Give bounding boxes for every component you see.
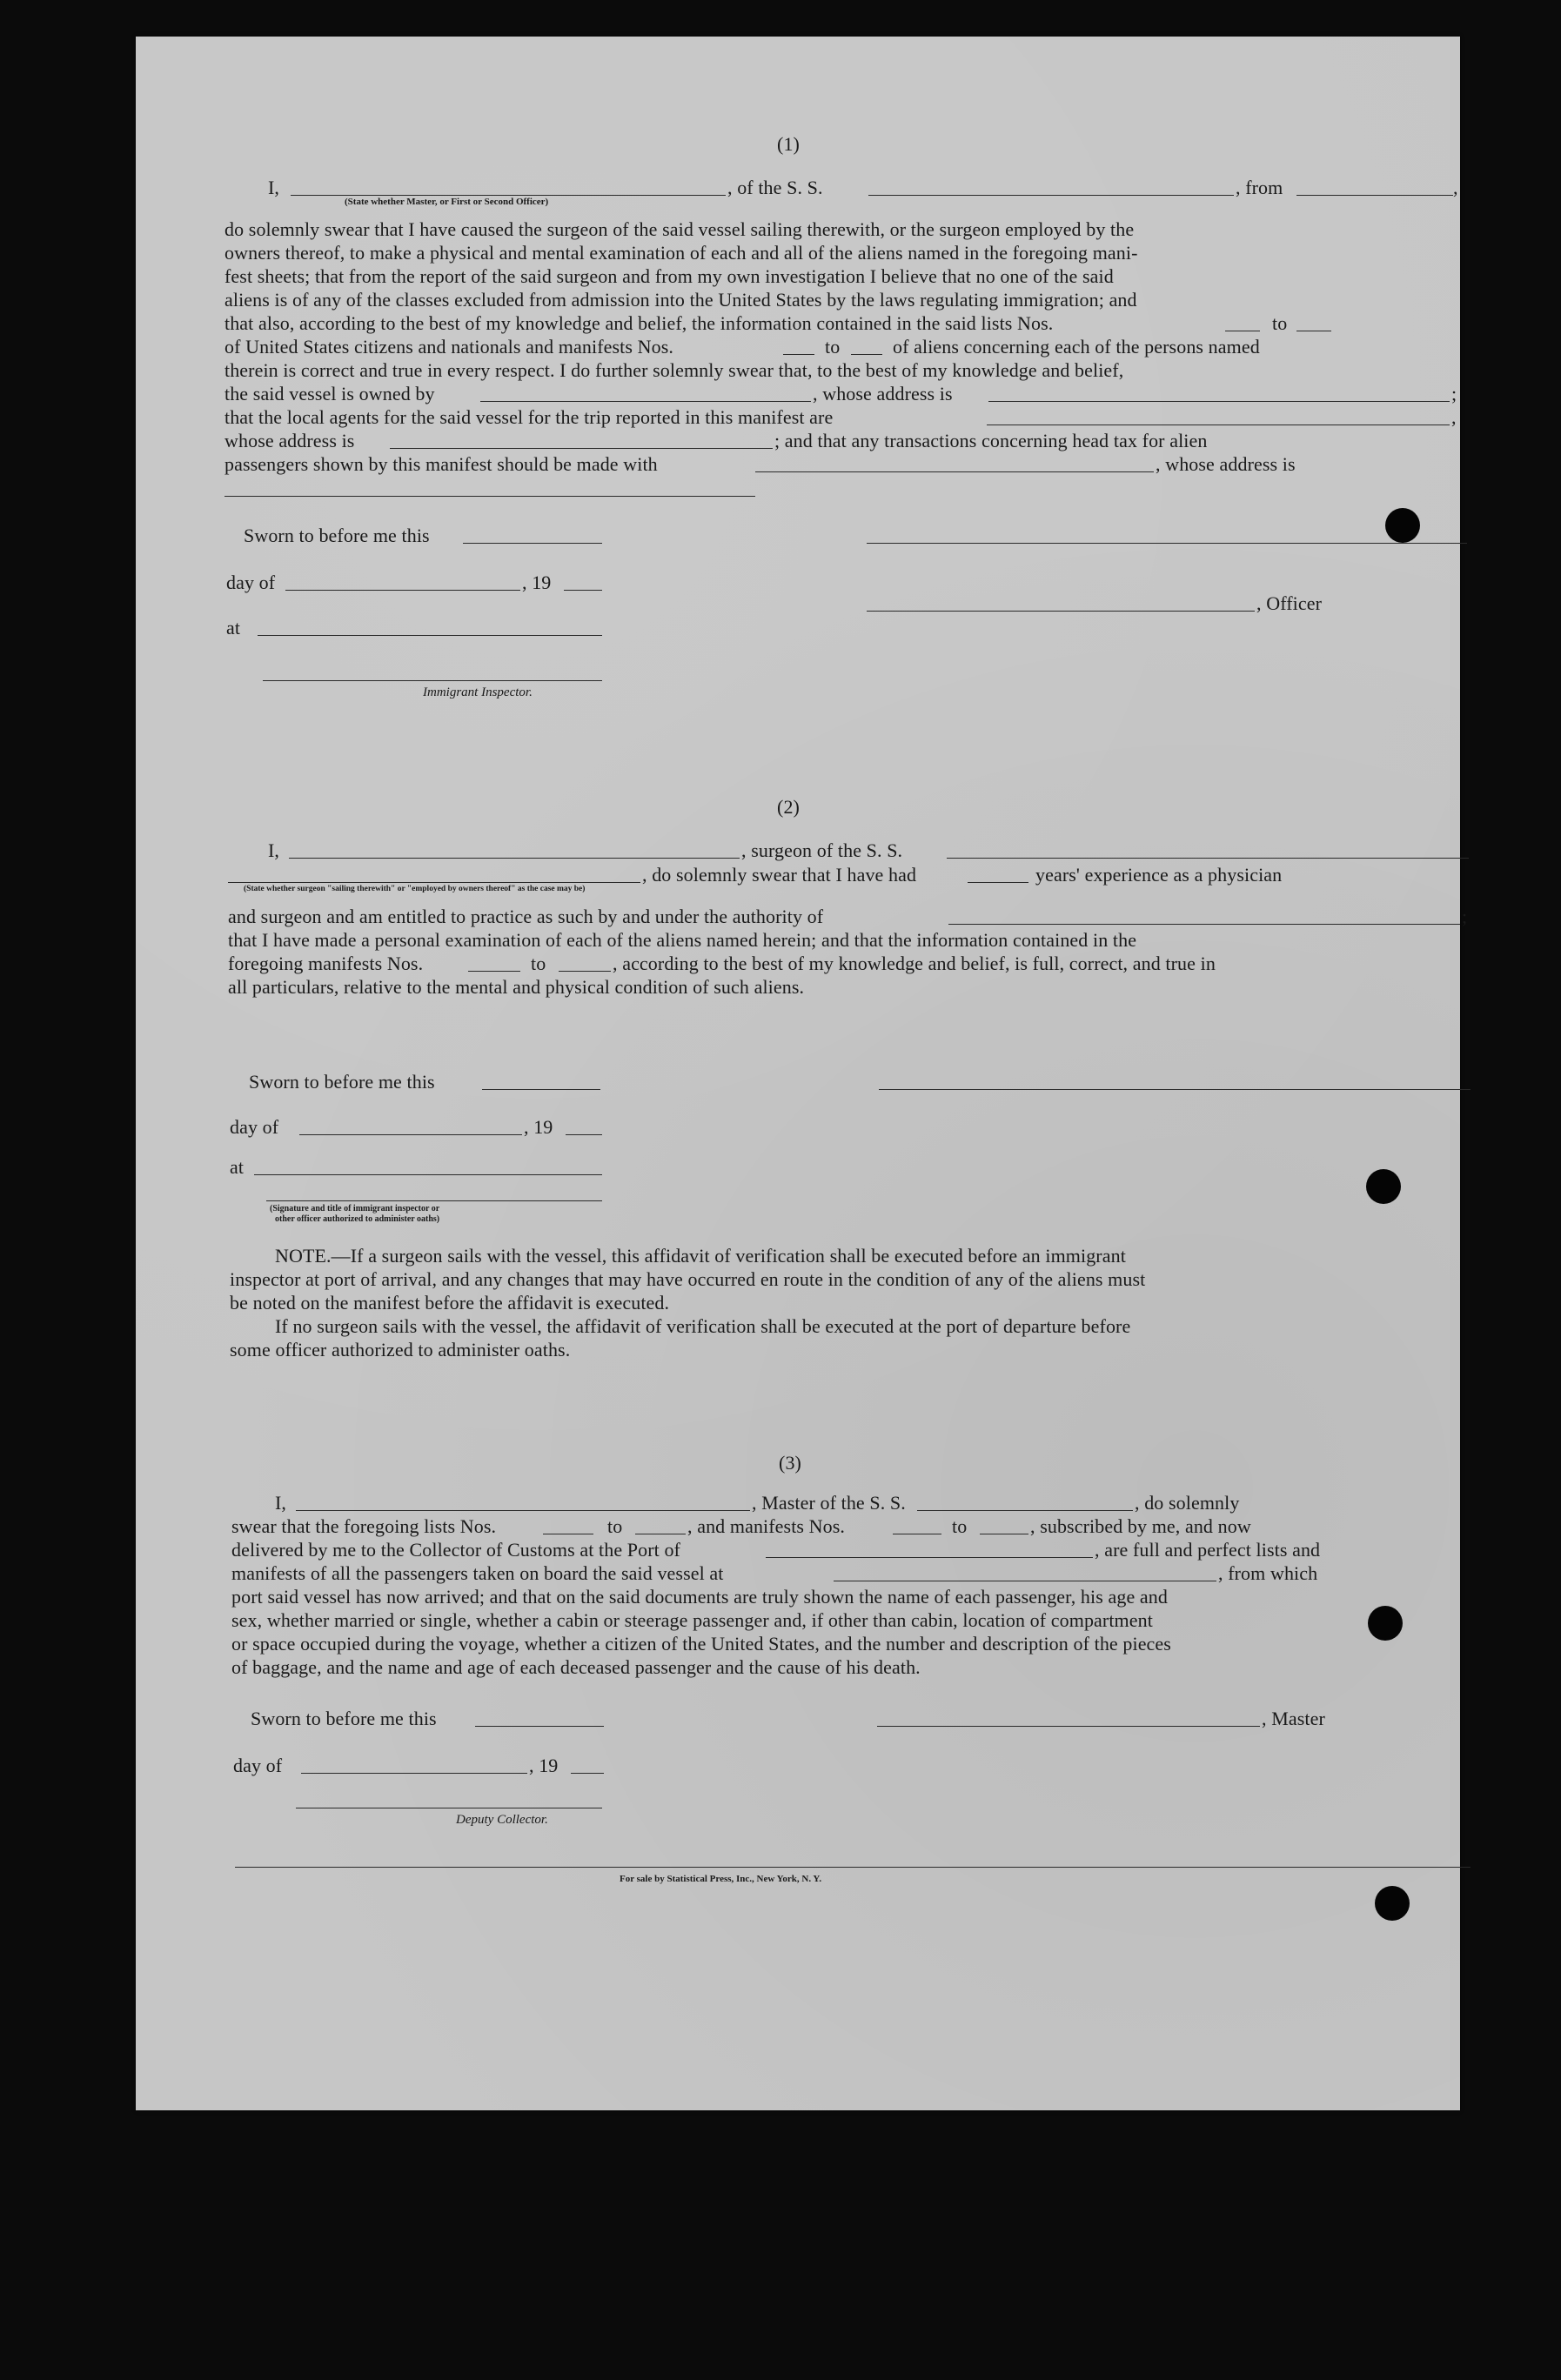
s1-agents-address-field[interactable] <box>390 448 773 449</box>
s3-master-of: , Master of the S. S. <box>752 1492 906 1514</box>
s1-nineteen: , 19 <box>522 572 552 593</box>
s2-sworn: Sworn to before me this <box>249 1071 435 1093</box>
s2-nineteen: , 19 <box>524 1116 553 1138</box>
s2-sworn-day-field[interactable] <box>482 1089 600 1090</box>
section-2-number: (2) <box>777 796 800 818</box>
s2-sig-note-2: other officer authorized to administer oaths) <box>275 1214 440 1224</box>
s1-head-tax-address-field[interactable] <box>224 496 755 497</box>
s1-month-field[interactable] <box>285 590 520 591</box>
s1-of-ss-label: , of the S. S. <box>727 177 823 198</box>
section-3-number: (3) <box>779 1452 801 1474</box>
s1-line-6b: of aliens concerning each of the persons named <box>893 336 1260 358</box>
s1-inspector-signature-field[interactable] <box>263 680 602 681</box>
s1-owner-address-field[interactable] <box>988 401 1450 402</box>
s3-sworn-day-field[interactable] <box>475 1726 604 1727</box>
s3-day-of: day of <box>233 1755 283 1776</box>
s3-ship-name-field[interactable] <box>917 1510 1133 1511</box>
s2-years-exp: years' experience as a physician <box>1035 864 1283 886</box>
s3-l5: port said vessel has now arrived; and that on the said documents are truly shown the name of each passenger, his age and <box>231 1586 1168 1608</box>
s1-whose-address-2: whose address is <box>224 430 355 451</box>
s3-do-solemnly: , do solemnly <box>1135 1492 1240 1514</box>
s1-to-1: to <box>1272 312 1288 334</box>
binder-hole <box>1368 1606 1403 1641</box>
s3-l2d: to <box>952 1515 968 1537</box>
s3-master-signature-field[interactable] <box>877 1726 1260 1727</box>
s3-l3b: , are full and perfect lists and <box>1095 1539 1321 1561</box>
s1-manifests-from-field[interactable] <box>783 354 814 355</box>
footer-rule <box>235 1867 1471 1868</box>
s1-comma: , <box>1453 177 1458 198</box>
s3-l6: sex, whether married or single, whether a cabin or steerage passenger and, if other than cabin, location of compartment <box>231 1609 1153 1631</box>
s1-officer-rank-field[interactable] <box>291 195 726 196</box>
s2-ship-name-field[interactable] <box>947 858 1469 859</box>
s3-l4a: manifests of all the passengers taken on board the said vessel at <box>231 1562 724 1584</box>
s2-note-5: some officer authorized to administer oaths. <box>230 1339 571 1360</box>
s2-surgeon-type-field[interactable] <box>228 882 640 883</box>
binder-hole <box>1366 1169 1401 1204</box>
s3-l2a: swear that the foregoing lists Nos. <box>231 1515 497 1537</box>
s2-surgeon-of: , surgeon of the S. S. <box>741 839 903 861</box>
s2-inspector-signature-field[interactable] <box>266 1200 602 1201</box>
s2-surgeon-note: (State whether surgeon "sailing therewith" or "employed by owners thereof" as the case may be) <box>244 885 586 893</box>
s3-l3a: delivered by me to the Collector of Customs at the Port of <box>231 1539 680 1561</box>
s2-line-4a: foregoing manifests Nos. <box>228 953 424 974</box>
s2-note-label: NOTE. <box>275 1245 332 1267</box>
s2-month-field[interactable] <box>299 1134 522 1135</box>
s2-note-1-text: —If a surgeon sails with the vessel, this affidavit of verification shall be executed before an immigrant <box>331 1245 1126 1267</box>
s3-l2b: to <box>607 1515 623 1537</box>
s3-month-field[interactable] <box>301 1773 527 1774</box>
s2-swear-had: , do solemnly swear that I have had <box>642 864 917 886</box>
s1-line-4: aliens is of any of the classes excluded from admission into the United States by the laws regulating immigration; and <box>224 289 1137 311</box>
s1-whose-address-1: , whose address is <box>813 383 953 404</box>
footer-text: For sale by Statistical Press, Inc., New York, N. Y. <box>620 1874 822 1884</box>
s2-line-5: all particulars, relative to the mental and physical condition of such aliens. <box>228 976 805 998</box>
s1-line-1: do solemnly swear that I have caused the surgeon of the said vessel sailing therewith, or the surgeon employed by the <box>224 218 1135 240</box>
s1-from-field[interactable] <box>1296 195 1453 196</box>
s2-manifest-to-field[interactable] <box>559 971 611 972</box>
s1-to-2: to <box>825 336 841 358</box>
s1-local-agents: that the local agents for the said vessel for the trip reported in this manifest are <box>224 406 834 428</box>
s2-note-4: If no surgeon sails with the vessel, the affidavit of verification shall be executed at the port of departure before <box>275 1315 1131 1337</box>
s1-master-note: (State whether Master, or First or Second Officer) <box>345 197 549 207</box>
s1-head-tax: ; and that any transactions concerning head tax for alien <box>774 430 1208 451</box>
s1-owned-by: the said vessel is owned by <box>224 383 435 404</box>
s1-line-5: that also, according to the best of my knowledge and belief, the information contained in the said lists Nos. <box>224 312 1054 334</box>
s2-at: at <box>230 1156 245 1178</box>
s3-master-label: , Master <box>1262 1708 1325 1729</box>
s2-semicolon: ; <box>1462 906 1468 927</box>
s1-owner-field[interactable] <box>480 401 811 402</box>
s2-day-of: day of <box>230 1116 279 1138</box>
s2-line-3: that I have made a personal examination of each of the aliens named herein; and that the information contained in the <box>228 929 1137 951</box>
s3-deputy-label: Deputy Collector. <box>456 1813 548 1827</box>
s1-sworn: Sworn to before me this <box>244 525 430 546</box>
s3-l2e: , subscribed by me, and now <box>1030 1515 1251 1537</box>
s1-inspector-label: Immigrant Inspector. <box>423 685 533 699</box>
section-1-number: (1) <box>777 133 800 155</box>
s2-place-field[interactable] <box>254 1174 602 1175</box>
s1-semicolon-1: ; <box>1451 383 1457 404</box>
s1-year-field[interactable] <box>564 590 602 591</box>
s1-line-3: fest sheets; that from the report of the said surgeon and from my own investigation I believe that no one of the said <box>224 265 1114 287</box>
s3-year-field[interactable] <box>571 1773 604 1774</box>
s2-line-2: and surgeon and am entitled to practice as such by and under the authority of <box>228 906 824 927</box>
s2-signature-field[interactable] <box>879 1089 1471 1090</box>
s1-line-6: of United States citizens and nationals and manifests Nos. <box>224 336 673 358</box>
s2-i-label: I, <box>268 839 280 861</box>
s2-note-3: be noted on the manifest before the affidavit is executed. <box>230 1292 670 1314</box>
s1-at: at <box>226 617 241 638</box>
s1-i-label: I, <box>268 177 280 198</box>
s2-surgeon-name-field[interactable] <box>289 858 740 859</box>
s3-port-field[interactable] <box>766 1557 1093 1558</box>
s2-years-field[interactable] <box>968 882 1028 883</box>
s1-line-2: owners thereof, to make a physical and mental examination of each and all of the aliens named in the foregoing mani- <box>224 242 1138 264</box>
s1-manifests-to-field[interactable] <box>851 354 882 355</box>
s2-line-4c: , according to the best of my knowledge and belief, is full, correct, and true in <box>613 953 1216 974</box>
s3-sworn: Sworn to before me this <box>251 1708 437 1729</box>
document-page <box>136 37 1468 2110</box>
s1-day-of: day of <box>226 572 276 593</box>
s2-sig-note-1: (Signature and title of immigrant inspector or <box>270 1204 440 1213</box>
s1-sworn-day-field[interactable] <box>463 543 602 544</box>
s3-i-label: I, <box>275 1492 287 1514</box>
binder-hole <box>1385 508 1420 543</box>
s1-from-label: , from <box>1236 177 1283 198</box>
s3-nineteen: , 19 <box>529 1755 559 1776</box>
s2-year-field[interactable] <box>566 1134 602 1135</box>
s2-line-4b: to <box>531 953 546 974</box>
s1-whose-address-3: , whose address is <box>1156 453 1296 475</box>
s1-officer-name-field[interactable] <box>867 611 1255 612</box>
s1-passengers-shown: passengers shown by this manifest should be made with <box>224 453 658 475</box>
s2-manifest-from-field[interactable] <box>468 971 520 972</box>
binder-hole <box>1375 1886 1410 1921</box>
s2-note-1 <box>275 1244 1126 1267</box>
s1-signature-field[interactable] <box>867 543 1467 544</box>
s3-master-name-field[interactable] <box>296 1510 750 1511</box>
s1-officer-label: , Officer <box>1256 592 1323 614</box>
s3-l8: of baggage, and the name and age of each deceased passenger and the cause of his death. <box>231 1656 921 1678</box>
s2-note-2: inspector at port of arrival, and any changes that may have occurred en route in the condition of any of the aliens must <box>230 1268 1146 1290</box>
s1-ship-name-field[interactable] <box>868 195 1234 196</box>
s1-head-tax-agent-field[interactable] <box>755 471 1154 472</box>
s2-authority-field[interactable] <box>948 924 1460 925</box>
s1-comma-2: , <box>1451 406 1457 428</box>
s1-place-field[interactable] <box>258 635 602 636</box>
s3-l2c: , and manifests Nos. <box>687 1515 846 1537</box>
s3-l7: or space occupied during the voyage, whether a citizen of the United States, and the number and description of the pieces <box>231 1633 1171 1655</box>
s3-l4b: , from which <box>1218 1562 1318 1584</box>
s1-line-7: therein is correct and true in every respect. I do further solemnly swear that, to the best of my knowledge and belief, <box>224 359 1124 381</box>
